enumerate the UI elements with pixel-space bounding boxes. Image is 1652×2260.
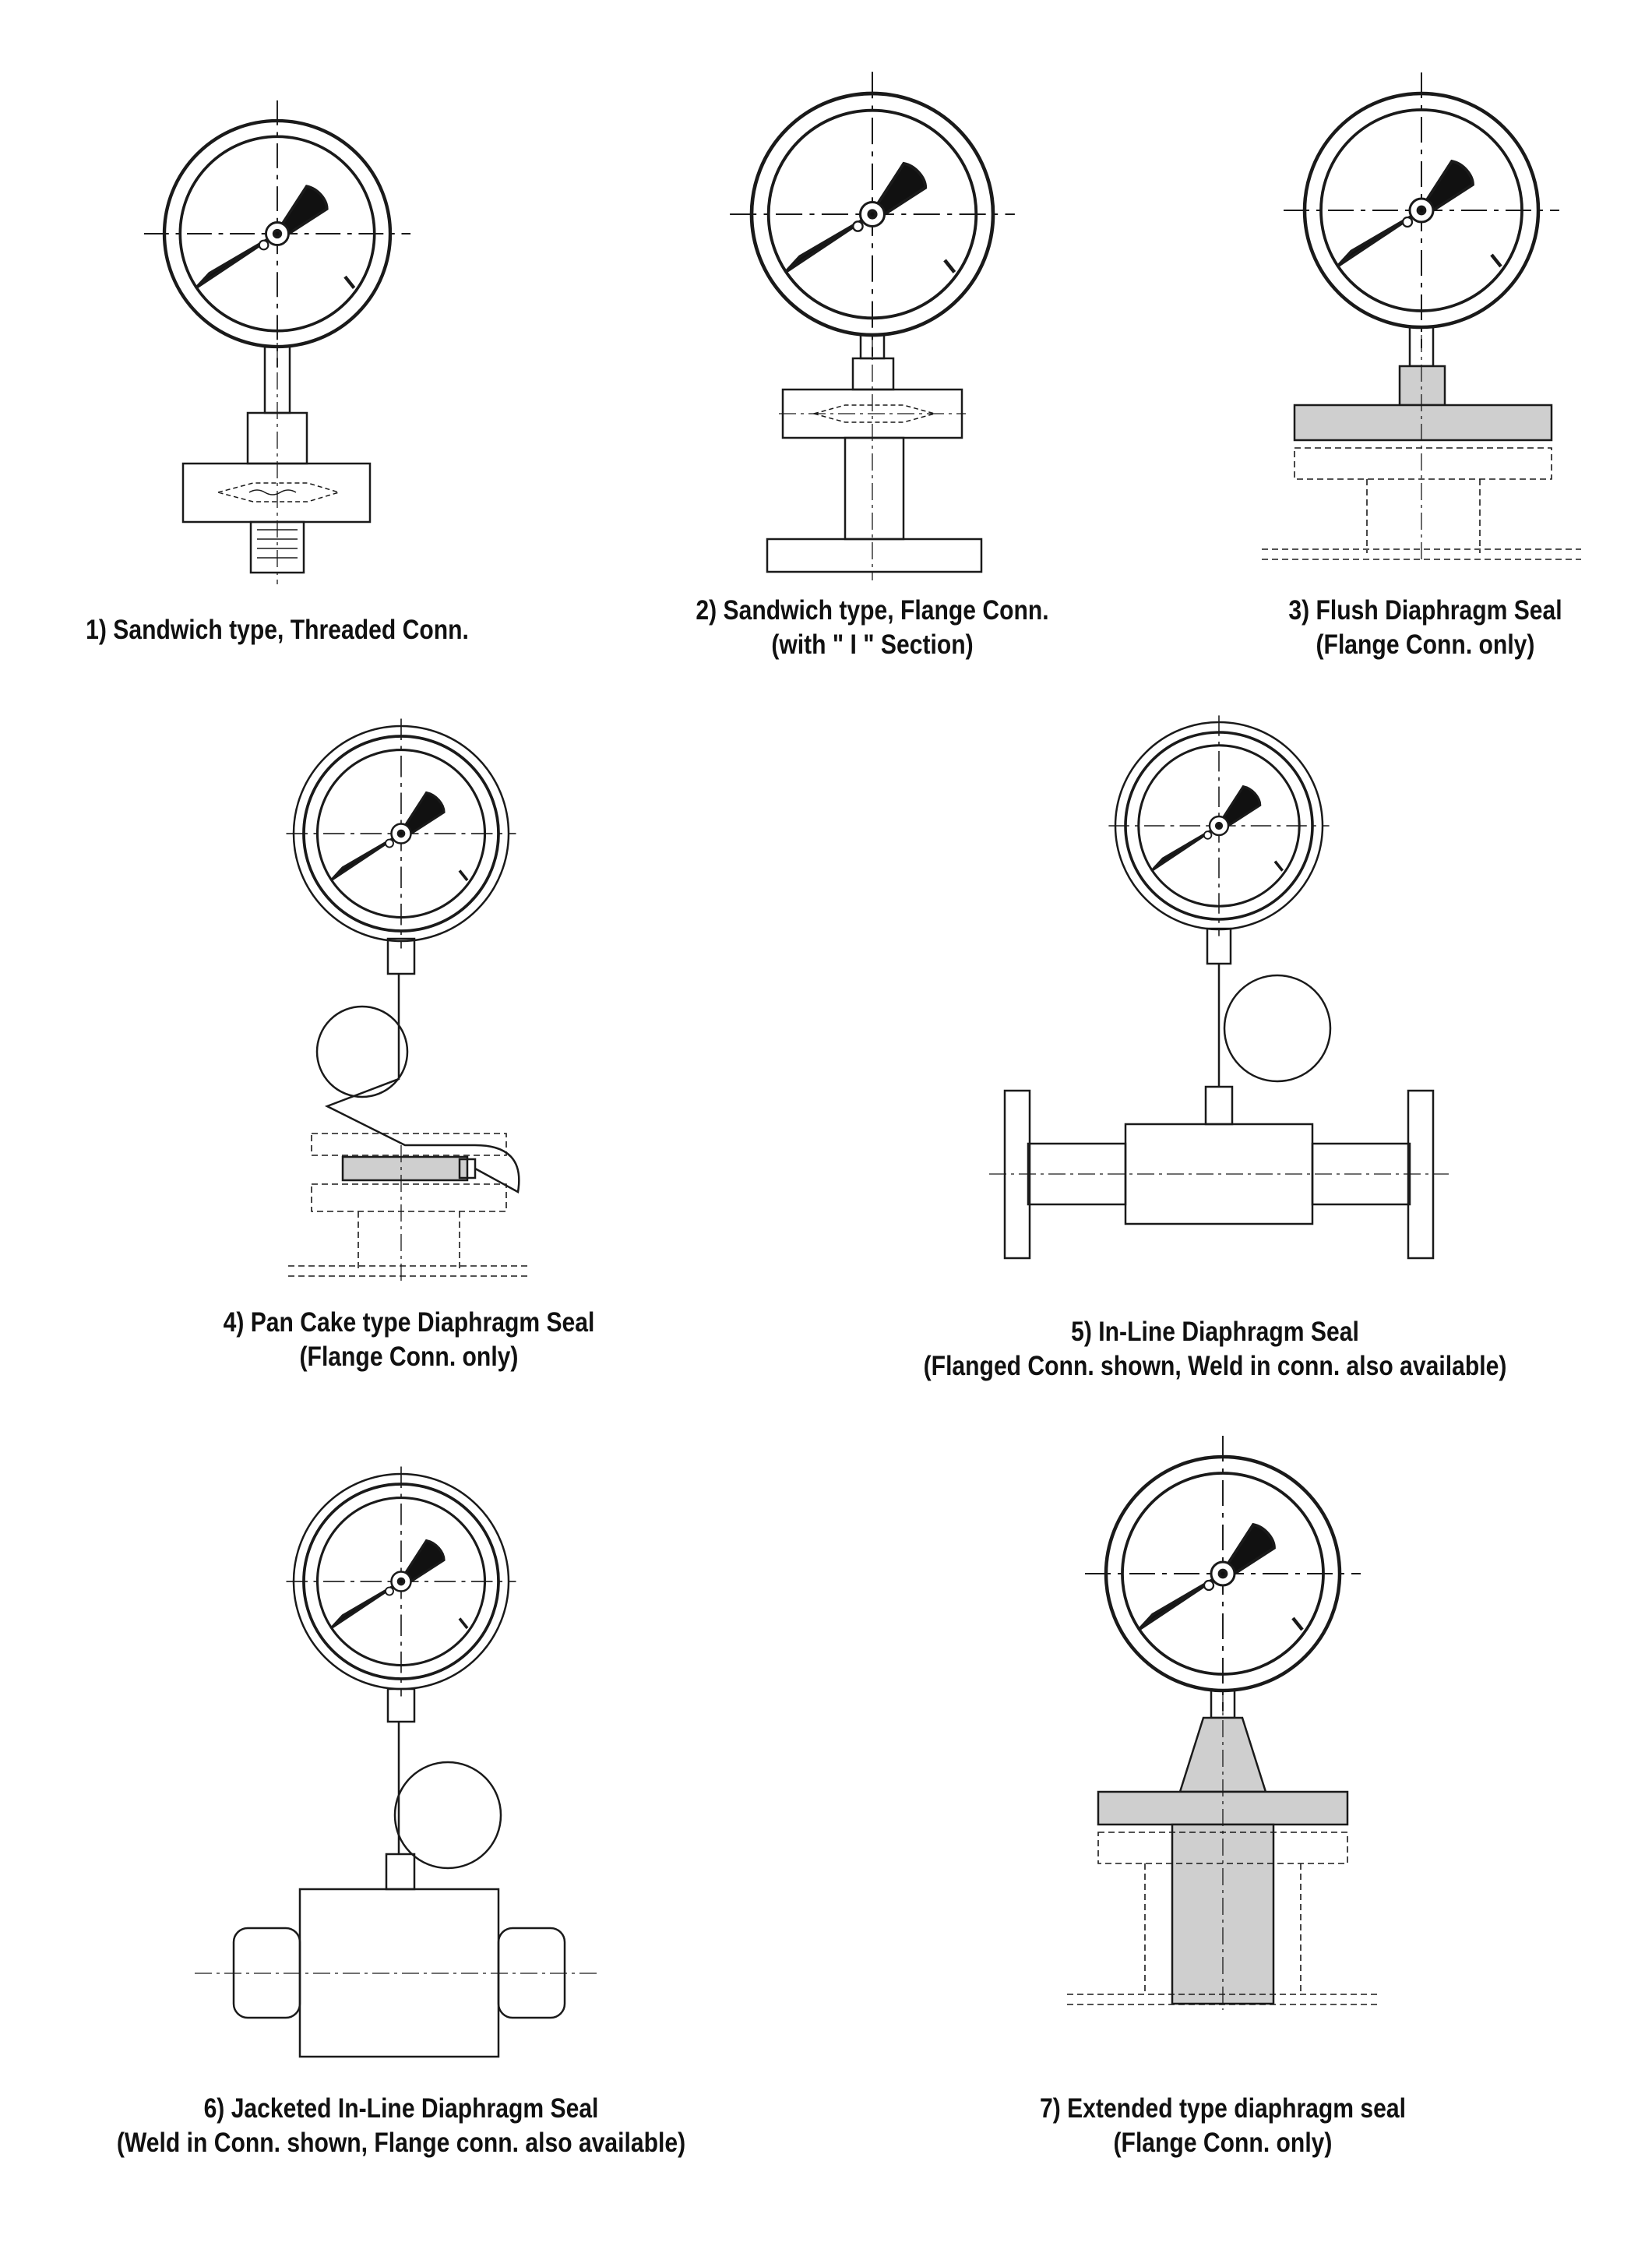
caption-4-line2: (Flange Conn. only) xyxy=(299,1342,519,1372)
drawing-3-flush-diaphragm xyxy=(1262,72,1581,561)
drawing-4-pancake-diaphragm xyxy=(287,719,530,1282)
caption-2-line1: 2) Sandwich type, Flange Conn. xyxy=(696,595,1049,626)
caption-7 xyxy=(1009,2092,1437,2160)
caption-3 xyxy=(1265,594,1587,662)
caption-4-line1: 4) Pan Cake type Diaphragm Seal xyxy=(223,1307,595,1338)
caption-5-line2: (Flanged Conn. shown, Weld in conn. also available) xyxy=(923,1351,1507,1381)
caption-6-line1: 6) Jacketed In-Line Diaphragm Seal xyxy=(203,2093,599,2124)
caption-7-line2: (Flange Conn. only) xyxy=(1113,2128,1333,2158)
caption-1-line1: 1) Sandwich type, Threaded Conn. xyxy=(86,615,469,645)
caption-3-line1: 3) Flush Diaphragm Seal xyxy=(1288,595,1562,626)
caption-6 xyxy=(79,2092,723,2160)
drawing-7-extended-diaphragm xyxy=(1067,1436,1379,2010)
caption-2-line2: (with " I " Section) xyxy=(771,629,974,660)
caption-3-line2: (Flange Conn. only) xyxy=(1316,629,1535,660)
drawing-1-sandwich-threaded xyxy=(144,100,410,584)
caption-7-line1: 7) Extended type diaphragm seal xyxy=(1039,2093,1407,2124)
caption-4 xyxy=(201,1306,616,1374)
drawing-6-jacketed-inline xyxy=(195,1467,600,2057)
drawing-2-sandwich-flange xyxy=(730,72,1015,580)
caption-5-line1: 5) In-Line Diaphragm Seal xyxy=(1071,1317,1359,1347)
caption-5 xyxy=(893,1315,1537,1384)
caption-1 xyxy=(76,613,478,647)
drawing-5-inline-diaphragm xyxy=(989,715,1449,1258)
caption-2 xyxy=(661,594,1083,662)
caption-6-line2: (Weld in Conn. shown, Flange conn. also available) xyxy=(116,2128,686,2158)
